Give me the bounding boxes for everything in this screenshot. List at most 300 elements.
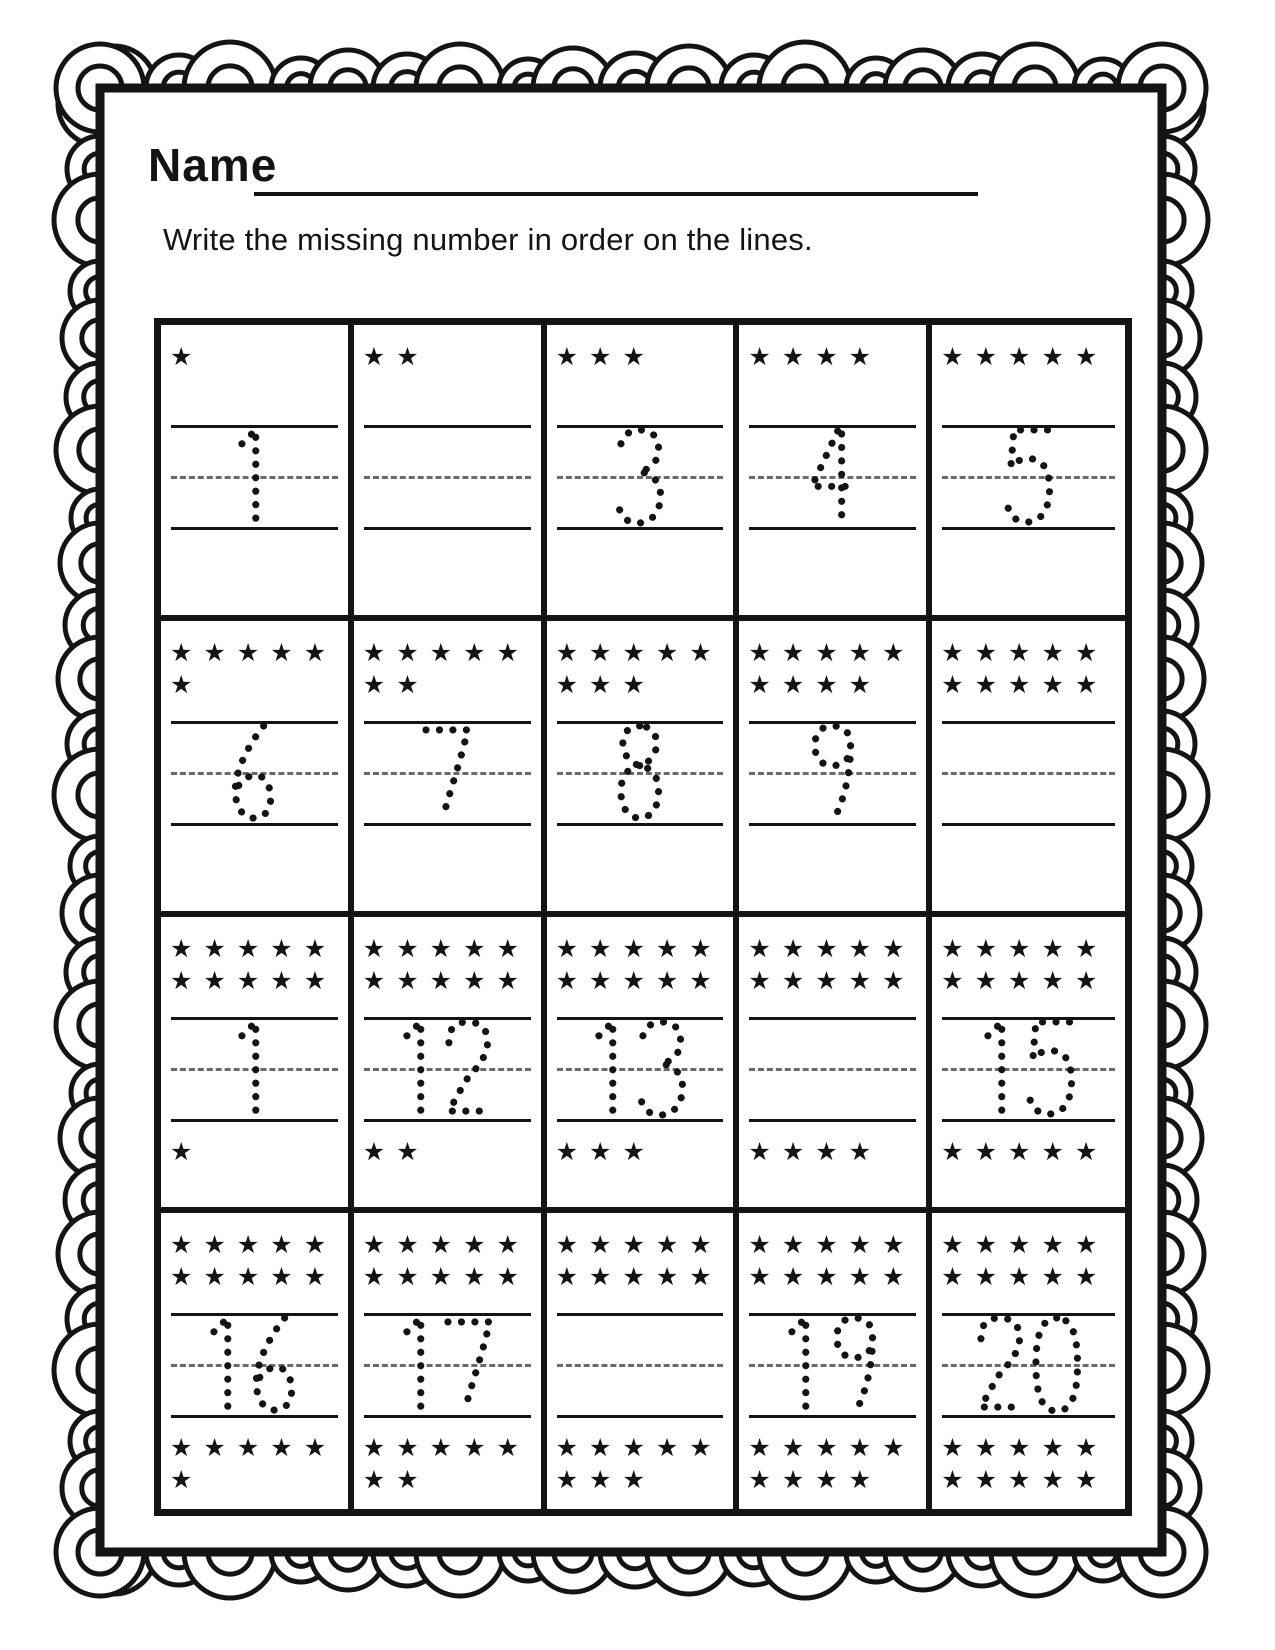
- star-icon: ★: [396, 671, 419, 699]
- star-row: [170, 1229, 346, 1261]
- star-icon: ★: [1074, 1263, 1098, 1291]
- dotted-digit: [441, 1313, 496, 1416]
- star-icon: ★: [1041, 343, 1064, 371]
- star-icon: ★: [270, 639, 293, 667]
- star-icon: ★: [748, 967, 771, 995]
- star-icon: ★: [396, 1466, 419, 1494]
- star-icon: ★: [622, 967, 645, 995]
- star-icon: ★: [1041, 1263, 1064, 1291]
- star-row: [556, 637, 732, 669]
- star-icon: ★: [1008, 935, 1031, 963]
- star-icon: ★: [236, 1231, 260, 1259]
- dotted-digit: [783, 1313, 827, 1416]
- star-icon: ★: [170, 671, 193, 699]
- star-count-top: [170, 933, 346, 997]
- star-icon: ★: [463, 639, 486, 667]
- star-icon: ★: [303, 1231, 327, 1259]
- star-icon: ★: [1041, 639, 1064, 667]
- star-icon: ★: [496, 935, 519, 963]
- star-icon: ★: [362, 1263, 386, 1291]
- star-icon: ★: [781, 1231, 805, 1259]
- number-cell: [547, 325, 740, 621]
- star-icon: ★: [203, 967, 226, 995]
- star-icon: ★: [463, 967, 486, 995]
- star-icon: ★: [815, 967, 838, 995]
- dotted-digit: [1001, 425, 1056, 528]
- traced-number: [354, 1017, 541, 1120]
- star-icon: ★: [589, 1138, 612, 1166]
- star-icon: ★: [748, 1231, 771, 1259]
- star-icon: ★: [362, 639, 386, 667]
- number-cell: [354, 325, 547, 621]
- star-icon: ★: [655, 639, 679, 667]
- star-icon: ★: [203, 639, 226, 667]
- number-cell: [161, 1213, 354, 1509]
- star-icon: ★: [655, 1231, 679, 1259]
- star-row: [363, 1136, 539, 1168]
- dotted-digit: [805, 425, 860, 528]
- star-count-bottom: [748, 1136, 924, 1168]
- star-icon: ★: [362, 967, 386, 995]
- star-icon: ★: [848, 639, 872, 667]
- star-row: [748, 669, 924, 701]
- star-count-top: [170, 637, 346, 701]
- star-icon: ★: [362, 343, 386, 371]
- star-icon: ★: [815, 639, 838, 667]
- star-icon: ★: [622, 1466, 645, 1494]
- star-icon: ★: [555, 639, 579, 667]
- traced-number: [354, 1313, 541, 1416]
- traced-number: [932, 425, 1125, 528]
- star-count-top: [748, 1229, 924, 1293]
- star-row: [363, 1261, 539, 1293]
- star-icon: ★: [362, 1138, 386, 1166]
- star-icon: ★: [848, 1138, 872, 1166]
- star-icon: ★: [622, 639, 645, 667]
- star-count-bottom: [363, 1432, 539, 1496]
- star-icon: ★: [396, 343, 419, 371]
- star-icon: ★: [848, 343, 872, 371]
- star-icon: ★: [974, 639, 998, 667]
- traced-number: [739, 1313, 926, 1416]
- dotted-digit: [805, 721, 860, 824]
- star-count-top: [941, 1229, 1123, 1293]
- traced-number: [932, 1017, 1125, 1120]
- star-icon: ★: [496, 967, 519, 995]
- star-icon: ★: [622, 1138, 645, 1166]
- star-icon: ★: [396, 935, 419, 963]
- star-icon: ★: [589, 671, 612, 699]
- star-icon: ★: [689, 1263, 712, 1291]
- star-icon: ★: [882, 639, 905, 667]
- star-icon: ★: [882, 1263, 905, 1291]
- star-icon: ★: [974, 671, 998, 699]
- traced-number: [161, 1313, 348, 1416]
- star-icon: ★: [555, 1263, 579, 1291]
- star-icon: ★: [589, 1263, 612, 1291]
- star-row: [748, 1464, 924, 1496]
- star-icon: ★: [203, 1231, 226, 1259]
- star-icon: ★: [1074, 343, 1098, 371]
- star-count-top: [556, 341, 732, 373]
- star-icon: ★: [236, 1263, 260, 1291]
- star-count-bottom: [556, 1432, 732, 1496]
- star-icon: ★: [362, 1231, 386, 1259]
- star-icon: ★: [1041, 1138, 1064, 1166]
- star-icon: ★: [941, 1434, 964, 1462]
- star-icon: ★: [848, 1434, 872, 1462]
- star-icon: ★: [941, 1263, 964, 1291]
- number-cell: [354, 621, 547, 917]
- star-icon: ★: [170, 967, 193, 995]
- star-row: [170, 341, 346, 373]
- star-icon: ★: [170, 1138, 193, 1166]
- star-icon: ★: [941, 935, 964, 963]
- star-icon: ★: [974, 1466, 998, 1494]
- traced-number: [161, 721, 348, 824]
- star-icon: ★: [748, 935, 771, 963]
- number-cell: [932, 1213, 1125, 1509]
- star-icon: ★: [303, 967, 327, 995]
- star-icon: ★: [1008, 343, 1031, 371]
- star-row: [170, 933, 346, 965]
- star-icon: ★: [496, 1263, 519, 1291]
- star-icon: ★: [748, 671, 771, 699]
- dotted-digit: [419, 721, 474, 824]
- star-icon: ★: [203, 935, 226, 963]
- dotted-digit: [634, 1017, 689, 1120]
- traced-number: [932, 1313, 1125, 1416]
- star-icon: ★: [362, 1466, 386, 1494]
- traced-number: [739, 425, 926, 528]
- star-icon: ★: [303, 1263, 327, 1291]
- star-icon: ★: [622, 1434, 645, 1462]
- star-row: [556, 1136, 732, 1168]
- star-count-bottom: [941, 1136, 1123, 1168]
- star-row: [363, 965, 539, 997]
- star-icon: ★: [622, 935, 645, 963]
- traced-number: [739, 721, 926, 824]
- dotted-digit: [398, 1017, 442, 1120]
- star-icon: ★: [362, 671, 386, 699]
- star-row: [941, 341, 1123, 373]
- star-icon: ★: [1008, 1231, 1031, 1259]
- star-count-top: [941, 341, 1123, 373]
- star-row: [556, 1229, 732, 1261]
- star-icon: ★: [1008, 639, 1031, 667]
- star-count-top: [748, 341, 924, 373]
- writing-area[interactable]: [553, 1305, 728, 1423]
- star-icon: ★: [815, 1466, 838, 1494]
- star-row: [170, 637, 346, 669]
- star-icon: ★: [429, 935, 453, 963]
- name-input-line[interactable]: [254, 192, 978, 196]
- star-icon: ★: [815, 935, 838, 963]
- star-icon: ★: [655, 1434, 679, 1462]
- star-icon: ★: [396, 967, 419, 995]
- star-row: [556, 341, 732, 373]
- star-icon: ★: [781, 935, 805, 963]
- star-row: [941, 1136, 1123, 1168]
- number-cell: [932, 621, 1125, 917]
- star-count-bottom: [556, 1136, 732, 1168]
- star-row: [170, 1261, 346, 1293]
- star-icon: ★: [1074, 1466, 1098, 1494]
- star-row: [556, 933, 732, 965]
- star-icon: ★: [941, 1138, 964, 1166]
- star-count-top: [556, 933, 732, 997]
- star-icon: ★: [748, 1434, 771, 1462]
- traced-number: [547, 1017, 734, 1120]
- star-icon: ★: [689, 967, 712, 995]
- star-icon: ★: [848, 935, 872, 963]
- star-icon: ★: [303, 935, 327, 963]
- star-row: [941, 637, 1123, 669]
- star-icon: ★: [496, 1434, 519, 1462]
- star-icon: ★: [781, 1263, 805, 1291]
- star-icon: ★: [429, 1263, 453, 1291]
- star-row: [748, 1136, 924, 1168]
- star-icon: ★: [1041, 1434, 1064, 1462]
- star-icon: ★: [589, 343, 612, 371]
- star-icon: ★: [622, 1263, 645, 1291]
- star-icon: ★: [170, 935, 193, 963]
- star-icon: ★: [974, 1434, 998, 1462]
- star-row: [363, 1464, 539, 1496]
- number-cell: [932, 325, 1125, 621]
- star-icon: ★: [1041, 671, 1064, 699]
- star-icon: ★: [589, 1434, 612, 1462]
- star-icon: ★: [882, 1231, 905, 1259]
- star-icon: ★: [270, 935, 293, 963]
- star-icon: ★: [941, 343, 964, 371]
- star-row: [941, 1261, 1123, 1293]
- star-icon: ★: [303, 1434, 327, 1462]
- star-icon: ★: [815, 343, 838, 371]
- star-icon: ★: [622, 671, 645, 699]
- star-icon: ★: [941, 1231, 964, 1259]
- dotted-digit: [248, 1313, 303, 1416]
- number-cell: [739, 1213, 932, 1509]
- star-icon: ★: [236, 639, 260, 667]
- star-icon: ★: [589, 639, 612, 667]
- star-row: [941, 965, 1123, 997]
- star-count-bottom: [170, 1432, 346, 1496]
- star-icon: ★: [1008, 1434, 1031, 1462]
- number-cell: [739, 917, 932, 1213]
- writing-area[interactable]: [745, 1009, 920, 1127]
- star-icon: ★: [170, 1434, 193, 1462]
- star-row: [363, 1432, 539, 1464]
- star-icon: ★: [555, 1231, 579, 1259]
- star-icon: ★: [781, 671, 805, 699]
- star-icon: ★: [848, 967, 872, 995]
- number-cell: [354, 1213, 547, 1509]
- star-icon: ★: [1074, 1138, 1098, 1166]
- star-row: [556, 669, 732, 701]
- star-count-top: [363, 933, 539, 997]
- star-icon: ★: [396, 639, 419, 667]
- star-icon: ★: [1074, 1434, 1098, 1462]
- star-icon: ★: [622, 343, 645, 371]
- star-icon: ★: [362, 1434, 386, 1462]
- star-icon: ★: [748, 1263, 771, 1291]
- dotted-digit: [612, 425, 667, 528]
- star-icon: ★: [941, 639, 964, 667]
- star-icon: ★: [555, 935, 579, 963]
- star-icon: ★: [589, 1231, 612, 1259]
- star-icon: ★: [555, 1466, 579, 1494]
- star-count-top: [363, 1229, 539, 1293]
- star-row: [941, 1229, 1123, 1261]
- star-icon: ★: [170, 1466, 193, 1494]
- star-icon: ★: [1008, 967, 1031, 995]
- star-count-top: [170, 1229, 346, 1293]
- star-icon: ★: [781, 1434, 805, 1462]
- traced-number: [547, 425, 734, 528]
- dotted-digit: [973, 1313, 1028, 1416]
- star-icon: ★: [1041, 1466, 1064, 1494]
- star-icon: ★: [781, 1138, 805, 1166]
- star-icon: ★: [555, 1138, 579, 1166]
- number-cell: [354, 917, 547, 1213]
- star-icon: ★: [974, 967, 998, 995]
- star-row: [556, 1261, 732, 1293]
- star-icon: ★: [555, 967, 579, 995]
- dotted-digit: [398, 1313, 442, 1416]
- star-row: [363, 1229, 539, 1261]
- star-icon: ★: [655, 935, 679, 963]
- writing-area[interactable]: [360, 417, 535, 535]
- star-count-bottom: [941, 1432, 1123, 1496]
- star-icon: ★: [463, 1231, 486, 1259]
- star-icon: ★: [655, 1263, 679, 1291]
- star-icon: ★: [781, 967, 805, 995]
- star-icon: ★: [1074, 671, 1098, 699]
- star-icon: ★: [589, 1466, 612, 1494]
- star-icon: ★: [555, 343, 579, 371]
- number-cell: [739, 325, 932, 621]
- star-icon: ★: [1041, 1231, 1064, 1259]
- star-icon: ★: [815, 671, 838, 699]
- star-icon: ★: [655, 967, 679, 995]
- number-cell: [547, 1213, 740, 1509]
- star-row: [748, 637, 924, 669]
- star-icon: ★: [555, 671, 579, 699]
- star-icon: ★: [429, 967, 453, 995]
- star-icon: ★: [303, 639, 327, 667]
- star-row: [941, 1432, 1123, 1464]
- star-row: [748, 341, 924, 373]
- star-count-top: [170, 341, 346, 373]
- star-icon: ★: [1008, 1466, 1031, 1494]
- star-icon: ★: [1041, 967, 1064, 995]
- star-icon: ★: [362, 935, 386, 963]
- star-count-bottom: [170, 1136, 346, 1168]
- star-icon: ★: [689, 935, 712, 963]
- star-icon: ★: [941, 1466, 964, 1494]
- number-cell: [161, 325, 354, 621]
- star-icon: ★: [815, 1138, 838, 1166]
- star-row: [170, 669, 346, 701]
- dotted-digit: [612, 721, 667, 824]
- star-icon: ★: [1008, 1263, 1031, 1291]
- dotted-digit: [1023, 1017, 1078, 1120]
- star-icon: ★: [496, 1231, 519, 1259]
- dotted-digit: [233, 425, 277, 528]
- star-icon: ★: [1074, 1231, 1098, 1259]
- star-row: [556, 965, 732, 997]
- star-row: [748, 933, 924, 965]
- star-icon: ★: [974, 343, 998, 371]
- star-icon: ★: [589, 967, 612, 995]
- star-count-top: [556, 1229, 732, 1293]
- star-row: [363, 669, 539, 701]
- star-icon: ★: [589, 935, 612, 963]
- star-row: [941, 933, 1123, 965]
- star-icon: ★: [815, 1434, 838, 1462]
- star-icon: ★: [429, 1434, 453, 1462]
- star-count-top: [556, 637, 732, 701]
- star-icon: ★: [781, 1466, 805, 1494]
- star-icon: ★: [555, 1434, 579, 1462]
- star-row: [748, 1229, 924, 1261]
- dotted-digit: [227, 721, 282, 824]
- star-row: [748, 1261, 924, 1293]
- star-icon: ★: [170, 639, 193, 667]
- traced-number: [547, 721, 734, 824]
- star-icon: ★: [270, 1263, 293, 1291]
- star-icon: ★: [848, 671, 872, 699]
- star-icon: ★: [848, 1231, 872, 1259]
- star-icon: ★: [781, 343, 805, 371]
- star-count-top: [748, 637, 924, 701]
- star-icon: ★: [236, 1434, 260, 1462]
- star-icon: ★: [748, 639, 771, 667]
- star-count-top: [748, 933, 924, 997]
- star-row: [748, 1432, 924, 1464]
- star-icon: ★: [1074, 967, 1098, 995]
- star-row: [941, 1464, 1123, 1496]
- star-icon: ★: [170, 343, 193, 371]
- star-icon: ★: [496, 639, 519, 667]
- star-row: [363, 933, 539, 965]
- star-icon: ★: [689, 639, 712, 667]
- star-icon: ★: [974, 1231, 998, 1259]
- star-icon: ★: [882, 967, 905, 995]
- star-icon: ★: [396, 1138, 419, 1166]
- star-row: [556, 1464, 732, 1496]
- star-icon: ★: [622, 1231, 645, 1259]
- star-icon: ★: [236, 935, 260, 963]
- star-row: [748, 965, 924, 997]
- dotted-digit: [233, 1017, 277, 1120]
- star-icon: ★: [974, 935, 998, 963]
- star-icon: ★: [170, 1263, 193, 1291]
- star-icon: ★: [463, 1263, 486, 1291]
- number-cell: [547, 621, 740, 917]
- dotted-digit: [590, 1017, 634, 1120]
- star-icon: ★: [748, 343, 771, 371]
- number-cell: [932, 917, 1125, 1213]
- writing-area[interactable]: [938, 713, 1119, 831]
- number-cell: [161, 621, 354, 917]
- star-count-top: [941, 933, 1123, 997]
- star-icon: ★: [848, 1466, 872, 1494]
- star-icon: ★: [270, 967, 293, 995]
- traced-number: [354, 721, 541, 824]
- star-icon: ★: [1041, 935, 1064, 963]
